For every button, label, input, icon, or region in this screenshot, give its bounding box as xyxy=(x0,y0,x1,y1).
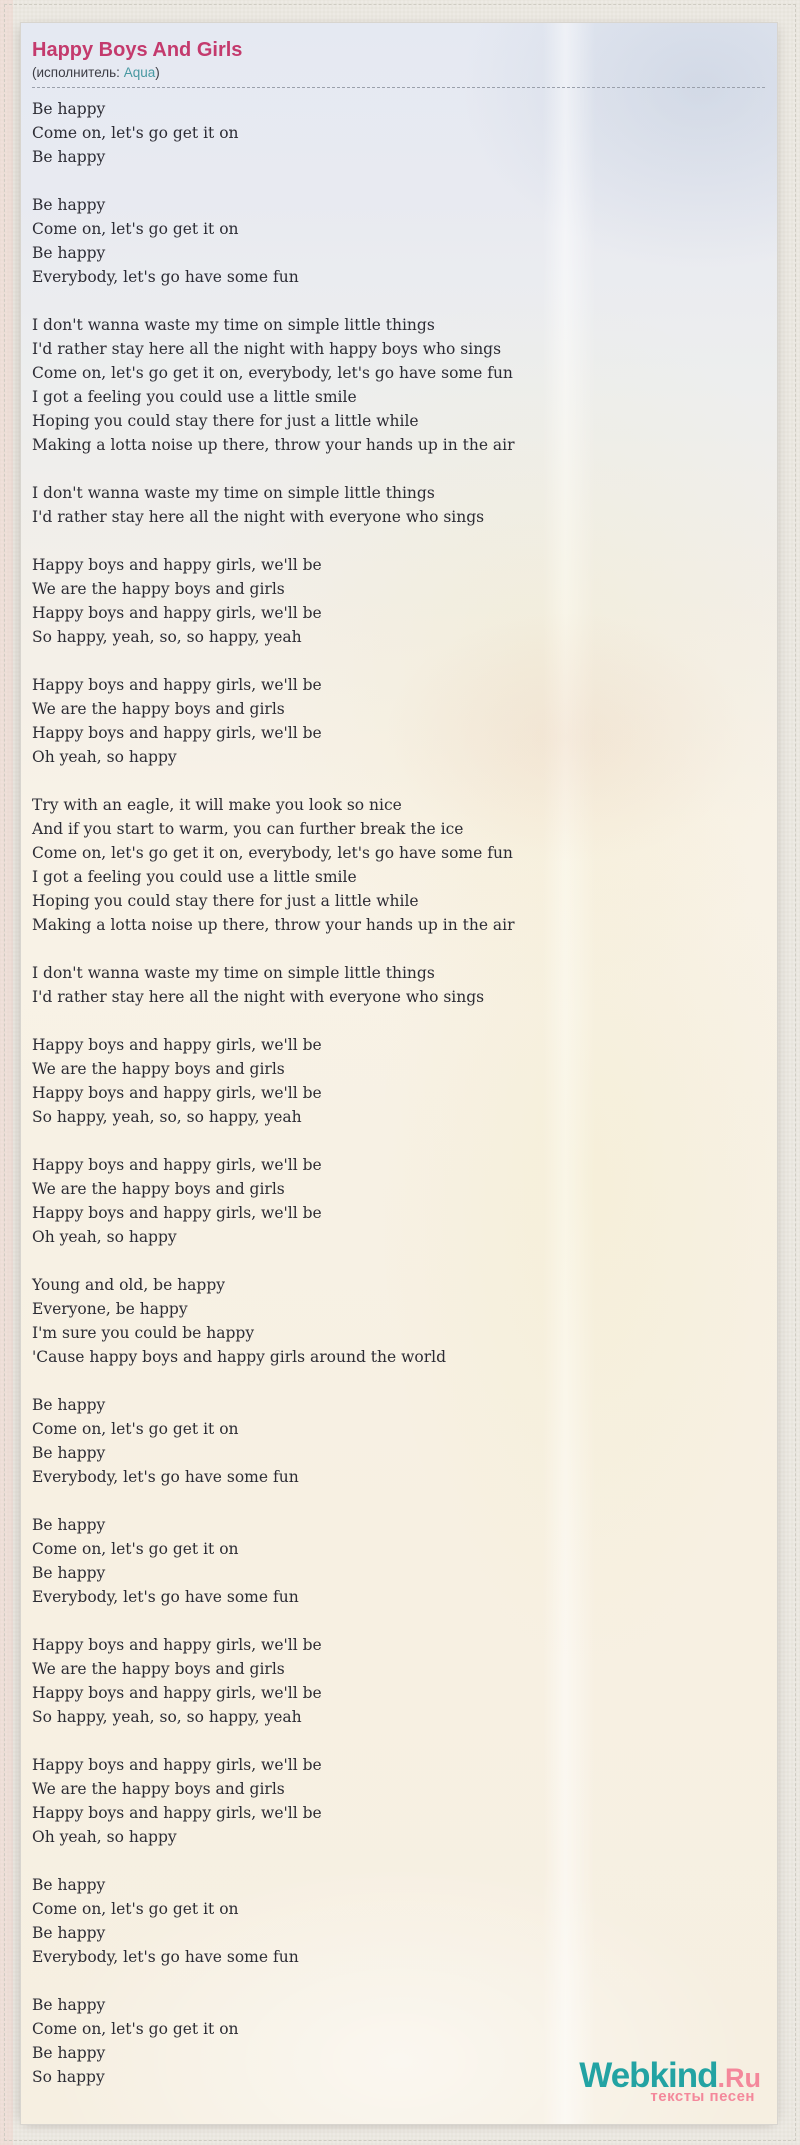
song-title: Happy Boys And Girls xyxy=(32,39,243,61)
lyric-line: Come on, let's go get it on, everybody, let's go have some fun xyxy=(32,364,513,382)
lyric-line: We are the happy boys and girls xyxy=(32,580,285,598)
lyric-line: Everyone, be happy xyxy=(32,1300,188,1318)
artist-label-prefix: (исполнитель: xyxy=(32,65,124,80)
lyric-line: I don't wanna waste my time on simple little things xyxy=(32,316,435,334)
lyric-line: Happy boys and happy girls, we'll be xyxy=(32,1804,322,1822)
lyric-line: Come on, let's go get it on, everybody, let's go have some fun xyxy=(32,844,513,862)
lyric-line: We are the happy boys and girls xyxy=(32,1780,285,1798)
lyric-line: Making a lotta noise up there, throw your hands up in the air xyxy=(32,916,515,934)
lyric-line: Be happy xyxy=(32,244,106,262)
lyric-line: Come on, let's go get it on xyxy=(32,1900,239,1918)
lyric-line: Be happy xyxy=(32,1876,106,1894)
logo-suffix-text: .Ru xyxy=(717,2063,761,2093)
lyric-line: Hoping you could stay there for just a little while xyxy=(32,892,419,910)
lyric-line: Young and old, be happy xyxy=(32,1276,226,1294)
lyric-stanza xyxy=(32,481,765,529)
lyric-line: Come on, let's go get it on xyxy=(32,220,239,238)
lyric-line: Happy boys and happy girls, we'll be xyxy=(32,1636,322,1654)
lyric-stanza xyxy=(32,193,765,289)
lyric-line: We are the happy boys and girls xyxy=(32,1060,285,1078)
lyric-stanza xyxy=(32,961,765,1009)
lyric-line: Everybody, let's go have some fun xyxy=(32,1588,299,1606)
lyric-line: I'm sure you could be happy xyxy=(32,1324,255,1342)
lyric-line: So happy xyxy=(32,2068,105,2086)
lyric-line: Hoping you could stay there for just a little while xyxy=(32,412,419,430)
lyric-line: Oh yeah, so happy xyxy=(32,748,177,766)
lyric-line: Happy boys and happy girls, we'll be xyxy=(32,604,322,622)
lyric-line: Happy boys and happy girls, we'll be xyxy=(32,1756,322,1774)
lyric-line: I don't wanna waste my time on simple little things xyxy=(32,964,435,982)
lyric-stanza xyxy=(32,1873,765,1969)
lyrics-block xyxy=(32,97,765,2089)
lyric-stanza xyxy=(32,1513,765,1609)
lyric-stanza xyxy=(32,1393,765,1489)
lyric-stanza xyxy=(32,313,765,457)
lyric-stanza xyxy=(32,1153,765,1249)
lyric-line: Happy boys and happy girls, we'll be xyxy=(32,1156,322,1174)
lyric-line: Be happy xyxy=(32,196,106,214)
lyric-line: Oh yeah, so happy xyxy=(32,1228,177,1246)
lyric-stanza xyxy=(32,793,765,937)
lyric-stanza xyxy=(32,97,765,169)
lyric-line: Happy boys and happy girls, we'll be xyxy=(32,1684,322,1702)
panel-content xyxy=(21,23,777,2089)
lyric-line: I got a feeling you could use a little smile xyxy=(32,868,357,886)
artist-label-suffix: ) xyxy=(155,65,160,80)
lyric-line: Come on, let's go get it on xyxy=(32,1420,239,1438)
lyric-line: Try with an eagle, it will make you look so nice xyxy=(32,796,402,814)
logo-main-text: Webkind xyxy=(579,2056,718,2095)
lyric-stanza xyxy=(32,1273,765,1369)
lyric-line: I got a feeling you could use a little smile xyxy=(32,388,357,406)
lyric-line: Everybody, let's go have some fun xyxy=(32,1948,299,1966)
lyric-line: Happy boys and happy girls, we'll be xyxy=(32,724,322,742)
lyric-line: We are the happy boys and girls xyxy=(32,1660,285,1678)
artist-line xyxy=(32,64,765,88)
lyric-line: Making a lotta noise up there, throw your hands up in the air xyxy=(32,436,515,454)
lyric-line: Oh yeah, so happy xyxy=(32,1828,177,1846)
lyric-line: I'd rather stay here all the night with happy boys who sings xyxy=(32,340,502,358)
lyric-line: Be happy xyxy=(32,100,106,118)
lyric-line: So happy, yeah, so, so happy, yeah xyxy=(32,628,302,646)
lyric-line: I don't wanna waste my time on simple little things xyxy=(32,484,435,502)
lyric-line: Happy boys and happy girls, we'll be xyxy=(32,1084,322,1102)
lyric-line: Be happy xyxy=(32,1396,106,1414)
lyric-stanza xyxy=(32,1633,765,1729)
artist-link[interactable]: Aqua xyxy=(123,65,156,80)
lyric-line: So happy, yeah, so, so happy, yeah xyxy=(32,1708,302,1726)
lyric-line: 'Cause happy boys and happy girls around the world xyxy=(32,1348,446,1366)
logo-tagline: тексты песен xyxy=(650,2088,755,2105)
left-edge-tint xyxy=(0,0,13,2145)
lyric-line: Happy boys and happy girls, we'll be xyxy=(32,556,322,574)
lyric-stanza xyxy=(32,1753,765,1849)
lyric-line: Be happy xyxy=(32,1444,106,1462)
lyric-line: Come on, let's go get it on xyxy=(32,2020,239,2038)
webkind-logo[interactable] xyxy=(579,2058,761,2104)
lyric-line: We are the happy boys and girls xyxy=(32,1180,285,1198)
lyric-stanza xyxy=(32,553,765,649)
lyric-line: Be happy xyxy=(32,1516,106,1534)
lyrics-panel xyxy=(20,22,778,2125)
lyric-stanza xyxy=(32,1033,765,1129)
lyric-line: Happy boys and happy girls, we'll be xyxy=(32,1204,322,1222)
lyric-line: We are the happy boys and girls xyxy=(32,700,285,718)
lyric-line: Come on, let's go get it on xyxy=(32,124,239,142)
lyric-line: Everybody, let's go have some fun xyxy=(32,268,299,286)
lyric-stanza xyxy=(32,673,765,769)
lyric-line: Be happy xyxy=(32,1996,106,2014)
lyric-line: I'd rather stay here all the night with everyone who sings xyxy=(32,508,485,526)
lyric-line: And if you start to warm, you can further break the ice xyxy=(32,820,464,838)
lyric-line: Happy boys and happy girls, we'll be xyxy=(32,676,322,694)
lyric-line: Be happy xyxy=(32,148,106,166)
lyric-line: Happy boys and happy girls, we'll be xyxy=(32,1036,322,1054)
lyric-line: Be happy xyxy=(32,2044,106,2062)
lyric-line: So happy, yeah, so, so happy, yeah xyxy=(32,1108,302,1126)
lyric-line: Be happy xyxy=(32,1564,106,1582)
lyric-line: I'd rather stay here all the night with everyone who sings xyxy=(32,988,485,1006)
lyric-line: Come on, let's go get it on xyxy=(32,1540,239,1558)
lyric-line: Everybody, let's go have some fun xyxy=(32,1468,299,1486)
lyric-line: Be happy xyxy=(32,1924,106,1942)
